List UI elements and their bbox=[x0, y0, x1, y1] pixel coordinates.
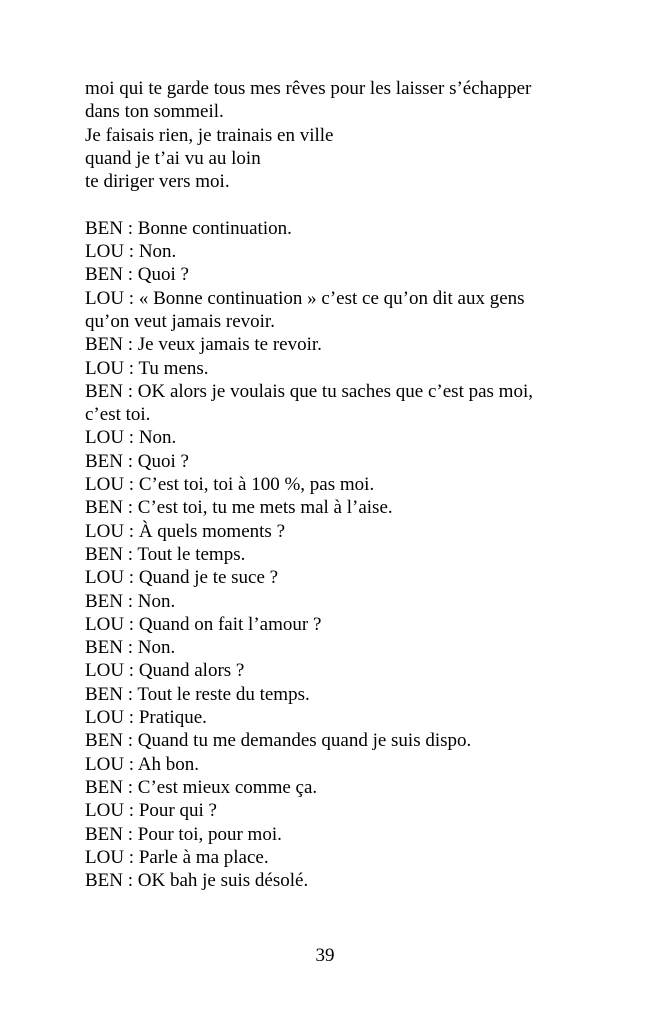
dialogue-block bbox=[85, 217, 570, 893]
dialogue-line: BEN : Quoi ? bbox=[85, 264, 189, 286]
dialogue-line: BEN : Tout le reste du temps. bbox=[85, 683, 310, 705]
dialogue-line: LOU : Pratique. bbox=[85, 707, 207, 729]
page-text bbox=[85, 77, 570, 892]
dialogue-line: LOU : Quand alors ? bbox=[85, 660, 245, 682]
dialogue-line: LOU : Pour qui ? bbox=[85, 800, 217, 822]
text-line: moi qui te garde tous mes rêves pour les laisser s’échapper bbox=[85, 78, 532, 99]
text-line: Je faisais rien, je trainais en ville bbox=[85, 124, 334, 146]
dialogue-line: LOU : Parle à ma place. bbox=[85, 846, 269, 868]
dialogue-line: LOU : Tu mens. bbox=[85, 357, 209, 379]
page-number: 39 bbox=[315, 945, 335, 966]
stanza-gap bbox=[85, 193, 570, 216]
dialogue-line: BEN : C’est mieux comme ça. bbox=[85, 776, 318, 798]
dialogue-line: BEN : Non. bbox=[85, 590, 176, 612]
text-line: dans ton sommeil. bbox=[85, 101, 224, 123]
dialogue-line: BEN : Non. bbox=[85, 637, 176, 659]
dialogue-line: BEN : Bonne continuation. bbox=[85, 217, 292, 239]
dialogue-line: BEN : C’est toi, tu me mets mal à l’aise. bbox=[85, 497, 393, 519]
dialogue-line: LOU : C’est toi, toi à 100 %, pas moi. bbox=[85, 474, 375, 496]
dialogue-line: BEN : OK bah je suis désolé. bbox=[85, 870, 309, 892]
dialogue-line: qu’on veut jamais revoir. bbox=[85, 310, 275, 332]
dialogue-line: LOU : Ah bon. bbox=[85, 753, 199, 775]
dialogue-line: LOU : À quels moments ? bbox=[85, 520, 286, 542]
dialogue-line: BEN : Quand tu me demandes quand je suis dispo. bbox=[85, 730, 472, 752]
poem-block bbox=[85, 77, 570, 193]
dialogue-line: LOU : « Bonne continuation » c’est ce qu’on dit aux gens bbox=[85, 287, 525, 309]
dialogue-line: LOU : Quand je te suce ? bbox=[85, 567, 279, 589]
text-line: te diriger vers moi. bbox=[85, 171, 230, 193]
dialogue-line: BEN : OK alors je voulais que tu saches que c’est pas moi, bbox=[85, 380, 533, 402]
dialogue-line: c’est toi. bbox=[85, 404, 151, 426]
text-line: quand je t’ai vu au loin bbox=[85, 147, 261, 169]
dialogue-line: BEN : Pour toi, pour moi. bbox=[85, 823, 282, 845]
dialogue-line: BEN : Quoi ? bbox=[85, 450, 189, 472]
dialogue-line: BEN : Tout le temps. bbox=[85, 543, 246, 565]
dialogue-line: LOU : Quand on fait l’amour ? bbox=[85, 613, 322, 635]
dialogue-line: LOU : Non. bbox=[85, 241, 177, 263]
dialogue-line: LOU : Non. bbox=[85, 427, 177, 449]
dialogue-line: BEN : Je veux jamais te revoir. bbox=[85, 334, 322, 356]
